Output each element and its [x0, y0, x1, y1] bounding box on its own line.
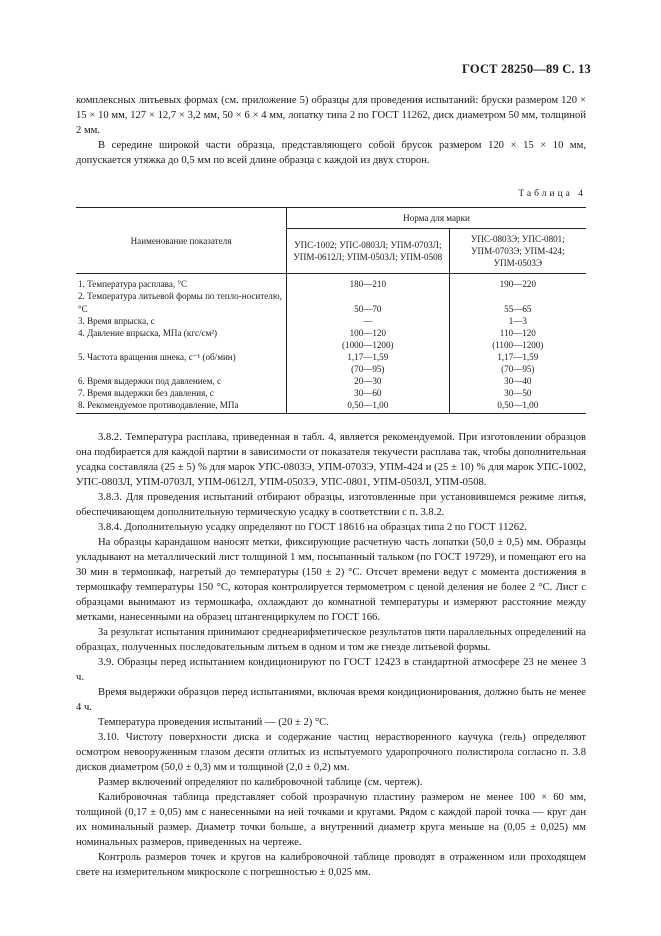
row-value-2: 55—65	[449, 290, 586, 314]
paragraph-inclusion-size: Размер включений определяют по калибровочной таблице (см. чертеж).	[98, 777, 423, 789]
table-header-brands-1: УПС-1002; УПС-0803Л; УПМ-0703Л; УПМ-0612Л; УПМ-0503Л; УПМ-0508	[287, 229, 450, 274]
row-value-1: 100—120	[287, 327, 450, 339]
row-value-1: —	[287, 315, 450, 327]
row-value-2: (1100—1200)	[449, 339, 586, 351]
row-value-1: (70—95)	[287, 363, 450, 375]
row-value-1: 50—70	[287, 290, 450, 314]
table-row	[76, 327, 586, 339]
row-value-1: 180—210	[287, 274, 450, 291]
row-name: 4. Давление впрыска, МПа (кгс/см²)	[78, 327, 218, 338]
row-value-2: (70—95)	[449, 363, 586, 375]
row-value-1: (1000—1200)	[287, 339, 450, 351]
table-row	[76, 375, 586, 387]
document-body	[76, 93, 586, 880]
row-name	[76, 363, 287, 375]
paragraph-marks-procedure: На образцы карандашом наносят метки, фиксирующие расчетную часть лопатки (50,0 ± 0,5) мм. Образцы укладывают на металлический лист толщиной 1 мм, посыпанный тальком (по ГОСТ 19729), и помещают его на 30 мин в термошкаф, нагретый до температуры (150 ± 2) °С. Отсчет времени ведут с момента достижения в термошкафу температуры 150 °С, которая контролируется термометром с ценой деления не более 2 °С. Лист с образцами вынимают из термошкафа, охлаждают до комнатной температуры и измеряют расстояние между метками, нанесенными на образец штангенциркулем по ГОСТ 166.	[76, 537, 586, 624]
row-value-2: 30—40	[449, 375, 586, 387]
row-name: 5. Частота вращения шнека, с⁻¹ (об/мин)	[78, 351, 236, 362]
row-name: 2. Температура литьевой формы по тепло-носителю, °С	[78, 291, 282, 314]
row-value-2: 110—120	[449, 327, 586, 339]
row-name: 7. Время выдержки без давления, с	[78, 388, 214, 399]
paragraph-hold-time: Время выдержки образцов перед испытаниями, включая время кондиционирования, должно быть не менее 4 ч.	[76, 687, 586, 714]
table-title: Таблица 4	[518, 189, 586, 199]
row-value-2: 1,17—1,59	[449, 351, 586, 363]
table-row	[76, 274, 586, 291]
table-row	[76, 339, 586, 351]
norms-table	[76, 207, 586, 414]
clause-3-8-3: 3.8.3. Для проведения испытаний отбирают образцы, изготовленные при установившемся режиме литья, обеспечивающем дополнительную термическую усадку в соответствии с п. 3.8.2.	[76, 492, 586, 519]
intro-paragraph-2: В середине широкой части образца, представляющего собой брусок размером 120 × 15 × 10 мм, допускается утяжка до 0,5 мм по всей длине образца с каждой из двух сторон.	[76, 140, 586, 166]
table-row	[76, 290, 586, 314]
row-value-2: 0,50—1,00	[449, 399, 586, 414]
row-value-1: 0,50—1,00	[287, 399, 450, 414]
intro-paragraph-1: комплексных литьевых формах (см. приложение 5) образцы для проведения испытаний: бруски размером 120 × 15 × 10 мм, 127 × 12,7 × 3,2 мм, 50 × 6 × 4 мм, лопатку типа 2 по ГОСТ 11262, диск диаметром 50 мм, толщиной 2 мм.	[76, 95, 586, 136]
paragraph-result: За результат испытания принимают среднеарифметическое результатов пяти параллельных определений на образцах, полученных последовательным литьем в одном и том же гнезде литьевой формы.	[76, 627, 586, 654]
row-name: 1. Температура расплава, °С	[78, 279, 188, 290]
clause-3-8-2: 3.8.2. Температура расплава, приведенная в табл. 4, является рекомендуемой. При изготовлении образцов она подбирается для каждой партии в зависимости от показателя текучести расплава так, чтобы дополнительная усадка составляла (25 ± 5) % для марок УПС-0803Э, УПМ-0703Э, УПМ-424 и (25 ± 10) % для марок УПС-1002, УПС-0803Л, УПМ-0703Л, УПМ-0612Л, УПМ-0503Э, УПС-0801, УПМ-0503Л, УПМ-0508.	[76, 432, 586, 489]
table-row	[76, 351, 586, 363]
row-value-2: 30—50	[449, 387, 586, 399]
row-value-2: 190—220	[449, 274, 586, 291]
table-row	[76, 387, 586, 399]
row-value-2: 1—3	[449, 315, 586, 327]
row-name: 6. Время выдержки под давлением, с	[78, 376, 221, 387]
row-name	[76, 339, 287, 351]
table-header-brands-2: УПС-0803Э; УПС-0801; УПМ-0703Э; УПМ-424; УПМ-0503Э	[449, 229, 586, 274]
clause-3-8-4: 3.8.4. Дополнительную усадку определяют по ГОСТ 18616 на образцах типа 2 по ГОСТ 11262.	[98, 522, 527, 534]
row-value-1: 1,17—1,59	[287, 351, 450, 363]
row-name: 3. Время впрыска, с	[78, 315, 155, 326]
table-row	[76, 363, 586, 375]
clause-3-10: 3.10. Чистоту поверхности диска и содержание частиц нерастворенного каучука (гель) определяют осмотром невооруженным глазом десяти отлитых из испытуемого ударопрочного полистирола согласно п. 3.8 дисков диаметром (50,0 ± 0,3) мм и толщиной (2,0 ± 0,2) мм.	[76, 732, 586, 774]
paragraph-calibration-table: Калибровочная таблица представляет собой прозрачную пластину размером не менее 100 × 60 мм, толщиной (0,17 ± 0,05) мм с нанесенными на ней точками и кругами. Рядом с каждой парой точка — круг дан их номинальный размер. Диаметр точки больше, а внутренний диаметр круга меньше на (0,05 ± 0,025) мм номинальных размеров, приведенных на чертеже.	[76, 792, 586, 849]
row-name: 8. Рекомендуемое противодавление, МПа	[76, 399, 287, 414]
row-value-1: 20—30	[287, 375, 450, 387]
table-row	[76, 315, 586, 327]
paragraph-test-temperature: Температура проведения испытаний — (20 ± 2) °С.	[98, 717, 329, 729]
table-row	[76, 399, 586, 414]
row-value-1: 30—60	[287, 387, 450, 399]
table-header-group: Норма для марки	[287, 208, 587, 229]
clause-3-9: 3.9. Образцы перед испытанием кондиционируют по ГОСТ 12423 в стандартной атмосфере 23 не менее 3 ч.	[76, 657, 586, 684]
page-header: ГОСТ 28250—89 С. 13	[462, 62, 591, 76]
table-header-indicator: Наименование показателя	[76, 208, 287, 274]
paragraph-control: Контроль размеров точек и кругов на калибровочной таблице проводят в отраженном или проходящем свете на измерительном микроскопе с погрешностью ± 0,025 мм.	[76, 852, 586, 879]
